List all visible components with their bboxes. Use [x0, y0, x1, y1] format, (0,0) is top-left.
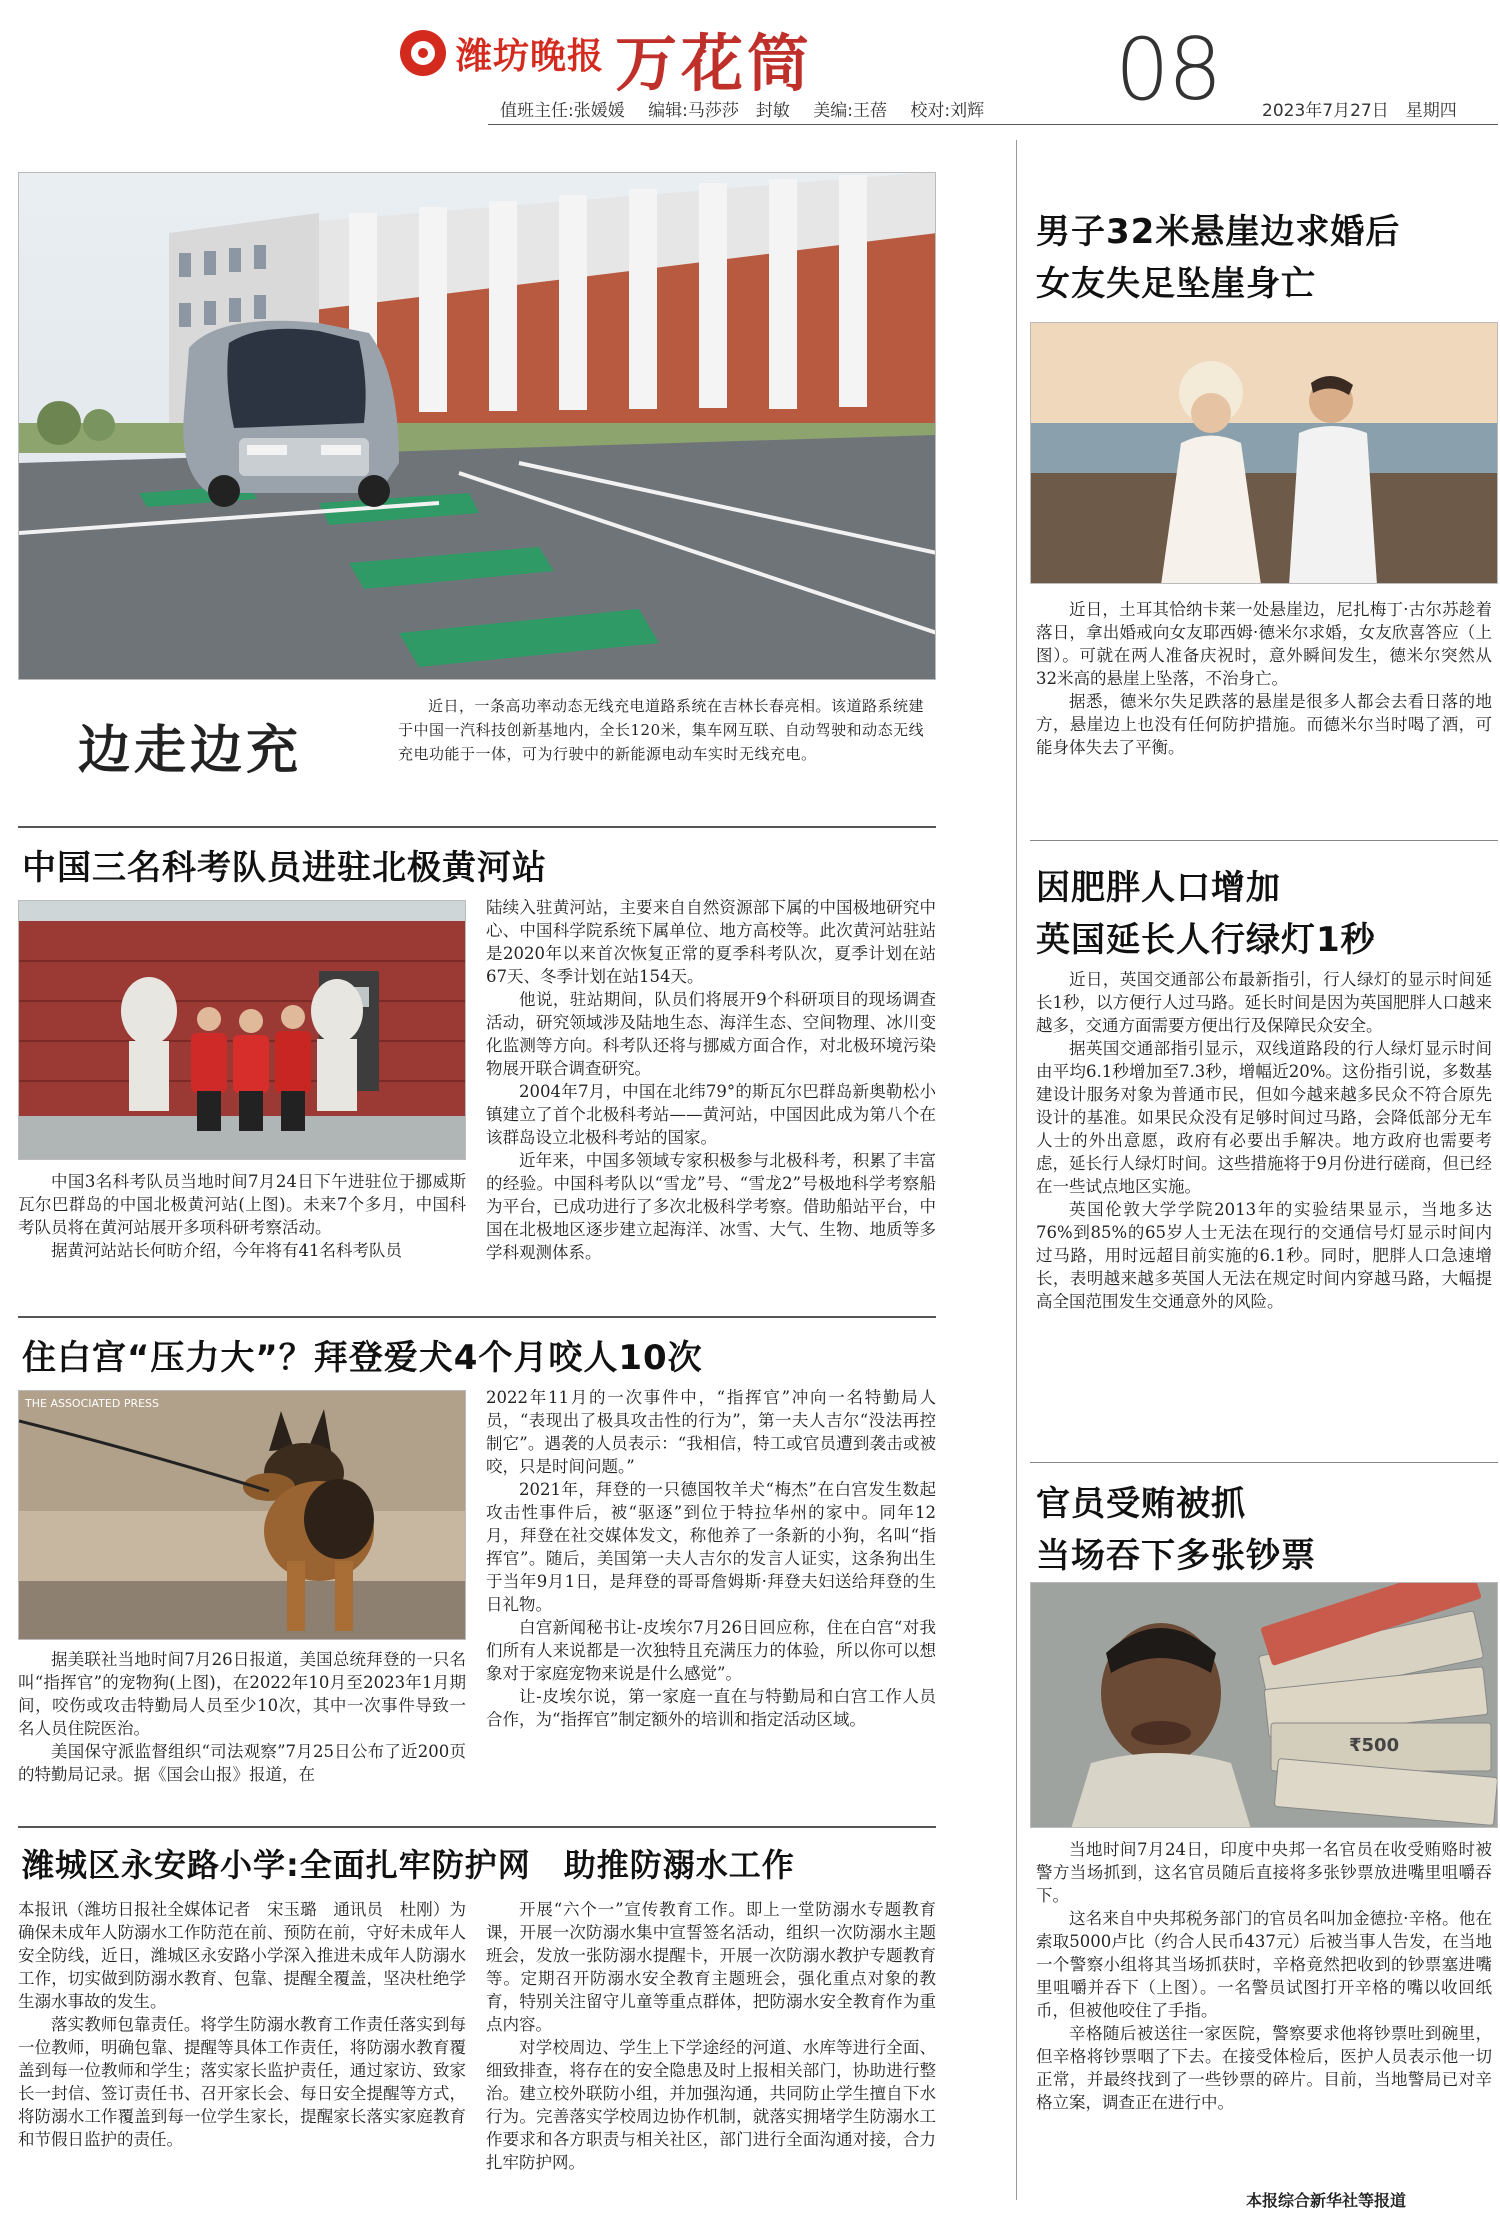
dog-story-headline: 住白宫“压力大”？拜登爱犬4个月咬人10次 [22, 1338, 703, 1378]
arctic-paragraph: 他说，驻站期间，队员们将展开9个科研项目的现场调查活动，研究领域涉及陆地生态、海洋生态、空间物理、冰川变化监测等方向。科考队还将与挪威方面合作，对北极环境污染物展开联合调查研究。 [486, 990, 936, 1078]
dog-paragraph: 美国保守派监督组织“司法观察”7月25日公布了近200页的特勤局记录。据《国会山报》报道，在 [18, 1742, 466, 1784]
arctic-story-col1 [18, 1170, 466, 1262]
school-paragraph: 落实教师包靠责任。将学生防溺水教育工作责任落实到每一位教师，明确包靠、提醒等具体工作责任，将防溺水教育覆盖到每一位教师和学生；落实家长监护责任，通过家访、致家长一封信、签订责任书、召开家长会、每日安全提醒等方式，将防溺水工作覆盖到每一位学生家长，提醒家长落实家庭教育和节假日监护的责任。 [18, 2015, 466, 2149]
dog-story-col2 [486, 1386, 936, 1731]
section-divider [18, 1316, 936, 1318]
news-source: 本报综合新华社等报道 [1246, 2191, 1407, 2210]
dog-paragraph: 2022年11月的一次事件中，“指挥官”冲向一名特勤局人员，“表现出了极具攻击性的行为”，第一夫人吉尔“没法再控制它”。遇袭的人员表示：“我相信，特工或官员遭到袭击或被咬，只是时间问题。” [486, 1388, 936, 1476]
bribe-story-headline-1: 官员受贿被抓 [1036, 1484, 1246, 1524]
cliff-story-body [1036, 598, 1492, 759]
biden-dog-photo [18, 1390, 466, 1640]
dog-paragraph: 白宫新闻秘书让-皮埃尔7月26日回应称，住在白宫“对我们所有人来说都是一次独特且充满压力的体验，所以你可以想象对于家庭宠物来说是什么感觉”。 [486, 1618, 936, 1683]
bribe-paragraph: 辛格随后被送往一家医院，警察要求他将钞票吐到碗里，但辛格将钞票咽了下去。在接受体检后，医护人员表示他一切正常，并最终找到了一些钞票的碎片。目前，当地警局已对辛格立案，调查正在进行中。 [1036, 2024, 1492, 2112]
column-separator [1016, 140, 1017, 2200]
section-divider [1030, 1462, 1498, 1463]
section-divider [18, 1826, 936, 1828]
cliff-paragraph: 据悉，德米尔失足跌落的悬崖是很多人都会去看日落的地方，悬崖边上也没有任何防护措施。而德米尔当时喝了酒，可能身体失去了平衡。 [1036, 692, 1492, 757]
uk-paragraph: 据英国交通部指引显示，双线道路段的行人绿灯显示时间由平均6.1秒增加至7.3秒，增幅近20%。这份指引说，多数基建设计服务对象为普通市民，但如今越来越多民众不符合原先设计的基准。如果民众没有足够时间过马路，会降低部分无车人士的外出意愿，政府有必要出手解决。地方政府也需要考虑，延长行人绿灯时间。这些措施将于9月份进行磋商，但已经在一些试点地区实施。 [1036, 1039, 1492, 1196]
bribe-paragraph: 这名来自中央邦税务部门的官员名叫加金德拉·辛格。他在索取5000卢比（约合人民币437元）后被当事人告发，在当地一个警察小组将其当场抓获时，辛格竟然把收到的钞票塞进嘴里咀嚼并吞下（上图）。一名警员试图打开辛格的嘴以收回纸币，但被他咬住了手指。 [1036, 1909, 1492, 2020]
charging-road-illustration [19, 173, 936, 680]
section-divider [18, 826, 936, 828]
newspaper-logo-icon [400, 30, 446, 76]
banknote-denomination: ₹500 [1349, 1735, 1400, 1756]
charging-story-caption: 近日，一条高功率动态无线充电道路系统在吉林长春亮相。该道路系统建于中国一汽科技创新基地内，全长120米，集车网互联、自动驾驶和动态无线充电功能于一体，可为行驶中的新能源电动车实时无线充电。 [398, 697, 925, 763]
proofreader: 校对:刘辉 [910, 101, 985, 121]
photo-credit: THE ASSOCIATED PRESS [25, 1397, 160, 1410]
dog-paragraph: 让-皮埃尔说，第一家庭一直在与特勤局和白宫工作人员合作，为“指挥官”制定额外的培训和指定活动区域。 [486, 1687, 936, 1729]
charging-story-title: 边走边充 [78, 721, 303, 781]
uk-paragraph: 近日，英国交通部公布最新指引，行人绿灯的显示时间延长1秒，以方便行人过马路。延长时间是因为英国肥胖人口越来越多，交通方面需要方便出行及保障民众安全。 [1036, 970, 1492, 1035]
school-story-headline: 潍城区永安路小学:全面扎牢防护网 助推防溺水工作 [22, 1846, 795, 1884]
dog-paragraph: 据美联社当地时间7月26日报道，美国总统拜登的一只名叫“指挥官”的宠物狗(上图)，在2022年10月至2023年1月期间，咬伤或攻击特勤局人员至少10次，其中一次事件导致一名人员住院医治。 [18, 1650, 466, 1738]
cliff-story-headline-2: 女友失足坠崖身亡 [1036, 264, 1316, 304]
banknotes-icon [1258, 1583, 1497, 1825]
bribe-story-body [1036, 1838, 1492, 2114]
arctic-paragraph: 中国3名科考队员当地时间7月24日下午进驻位于挪威斯瓦尔巴群岛的中国北极黄河站(上图)。未来7个多月，中国科考队员将在黄河站展开多项科研考察活动。 [18, 1172, 466, 1237]
paper-name: 潍坊晚报 [456, 36, 605, 77]
arctic-researchers-illustration [19, 901, 466, 1160]
researchers-icon [191, 1005, 311, 1131]
dog-story-col1 [18, 1648, 466, 1786]
editorial-credits [500, 96, 1002, 121]
arctic-paragraph: 近年来，中国多领域专家积极参与北极科考，积累了丰富的经验。中国科考队以“雪龙”号、“雪龙2”号极地科学考察船为平台，已成功进行了多次北极科学考察。借助船站平台，中国在北极地区逐步建立起海洋、冰雪、大气、生物、地质等多学科观测体系。 [486, 1151, 936, 1262]
official-banknotes-illustration [1031, 1583, 1498, 1828]
bribe-official-photo [1030, 1582, 1498, 1828]
wireless-charging-road-photo [18, 172, 936, 680]
german-shepherd-illustration [19, 1391, 466, 1640]
page-number: 08 [1115, 20, 1221, 120]
school-story-col1 [18, 1898, 466, 2151]
bribe-paragraph: 当地时间7月24日，印度中央邦一名官员在收受贿赂时被警方当场抓到，这名官员随后直接将多张钞票放进嘴里咀嚼吞下。 [1036, 1840, 1492, 1905]
bribe-story-headline-2: 当场吞下多张钞票 [1036, 1536, 1316, 1576]
arctic-story-col2 [486, 896, 936, 1264]
art-editor: 美编:王蓓 [813, 101, 888, 121]
dog-paragraph: 2021年，拜登的一只德国牧羊犬“梅杰”在白宫发生数起攻击性事件后，被“驱逐”到位于特拉华州的家中。同年12月，拜登在社交媒体发文，称他养了一条新的小狗，名叫“指挥官”。随后，美国第一夫人吉尔的发言人证实，这条狗出生于当年9月1日，是拜登的哥哥詹姆斯·拜登夫妇送给拜登的生日礼物。 [486, 1480, 936, 1614]
arctic-paragraph: 陆续入驻黄河站，主要来自自然资源部下属的中国极地研究中心、中国科学院系统下属单位、地方高校等。此次黄河站驻站是2020年以来首次恢复正常的夏季科考队次，夏季计划在站67天、冬季计划在站154天。 [486, 898, 936, 986]
editors: 编辑:马莎莎 封敏 [648, 101, 790, 121]
uk-story-body [1036, 968, 1492, 1313]
arctic-paragraph: 据黄河站站长何昉介绍，今年将有41名科考队员 [51, 1241, 402, 1260]
autonomous-shuttle-icon [183, 321, 399, 507]
section-name: 万花筒 [615, 27, 814, 100]
school-story-col2 [486, 1898, 936, 2174]
cliff-proposal-photo [1030, 322, 1498, 584]
arctic-story-headline: 中国三名科考队员进驻北极黄河站 [22, 848, 547, 888]
couple-illustration [1031, 323, 1498, 584]
issue-date: 2023年7月27日 星期四 [1262, 101, 1457, 121]
uk-story-headline-2: 英国延长人行绿灯1秒 [1036, 920, 1376, 960]
school-paragraph: 对学校周边、学生上下学途经的河道、水库等进行全面、细致排查，将存在的安全隐患及时上报相关部门，协助进行整治。建立校外联防小组，并加强沟通，共同防止学生擅自下水行为。完善落实学校周边协作机制，就落实拥堵学生防溺水工作要求和各方职责与相关社区，部门进行全面沟通对接，合力扎牢防护网。 [486, 2038, 936, 2172]
cliff-paragraph: 近日，土耳其恰纳卡莱一处悬崖边，尼扎梅丁·古尔苏趁着落日，拿出婚戒向女友耶西姆·德米尔求婚，女友欣喜答应（上图）。可就在两人准备庆祝时，意外瞬间发生，德米尔突然从32米高的悬崖上坠落，不治身亡。 [1036, 600, 1492, 688]
school-paragraph: 本报讯（潍坊日报社全媒体记者 宋玉璐 通讯员 杜刚）为确保未成年人防溺水工作防范在前、预防在前，守好未成年人安全防线，近日，潍城区永安路小学深入推进未成年人防溺水工作，切实做到防溺水教育、包靠、提醒全覆盖，坚决杜绝学生溺水事故的发生。 [18, 1900, 466, 2011]
duty-editor: 值班主任:张媛媛 [500, 101, 625, 121]
section-divider [1030, 840, 1498, 841]
cliff-story-headline-1: 男子32米悬崖边求婚后 [1036, 212, 1401, 252]
masthead-rule [488, 124, 1498, 125]
uk-story-headline-1: 因肥胖人口增加 [1036, 868, 1281, 908]
arctic-station-photo [18, 900, 466, 1160]
school-paragraph: 开展“六个一”宣传教育工作。即上一堂防溺水专题教育课，开展一次防溺水集中宣誓签名活动，组织一次防溺水主题班会，发放一张防溺水提醒卡，开展一次防溺水教护专题教育等。定期召开防溺水安全教育主题班会，强化重点对象的教育，特别关注留守儿童等重点群体，把防溺水安全教育作为重点内容。 [486, 1900, 936, 2034]
uk-paragraph: 英国伦敦大学学院2013年的实验结果显示，当地多达76%到85%的65岁人士无法在现行的交通信号灯显示时间内过马路，用时远超目前实施的6.1秒。同时，肥胖人口急速增长，表明越来越多英国人无法在规定时间内穿越马路，大幅提高全国范围发生交通意外的风险。 [1036, 1200, 1492, 1311]
arctic-paragraph: 2004年7月，中国在北纬79°的斯瓦尔巴群岛新奥勒松小镇建立了首个北极科考站——黄河站，中国因此成为第八个在该群岛设立北极科考站的国家。 [486, 1082, 936, 1147]
